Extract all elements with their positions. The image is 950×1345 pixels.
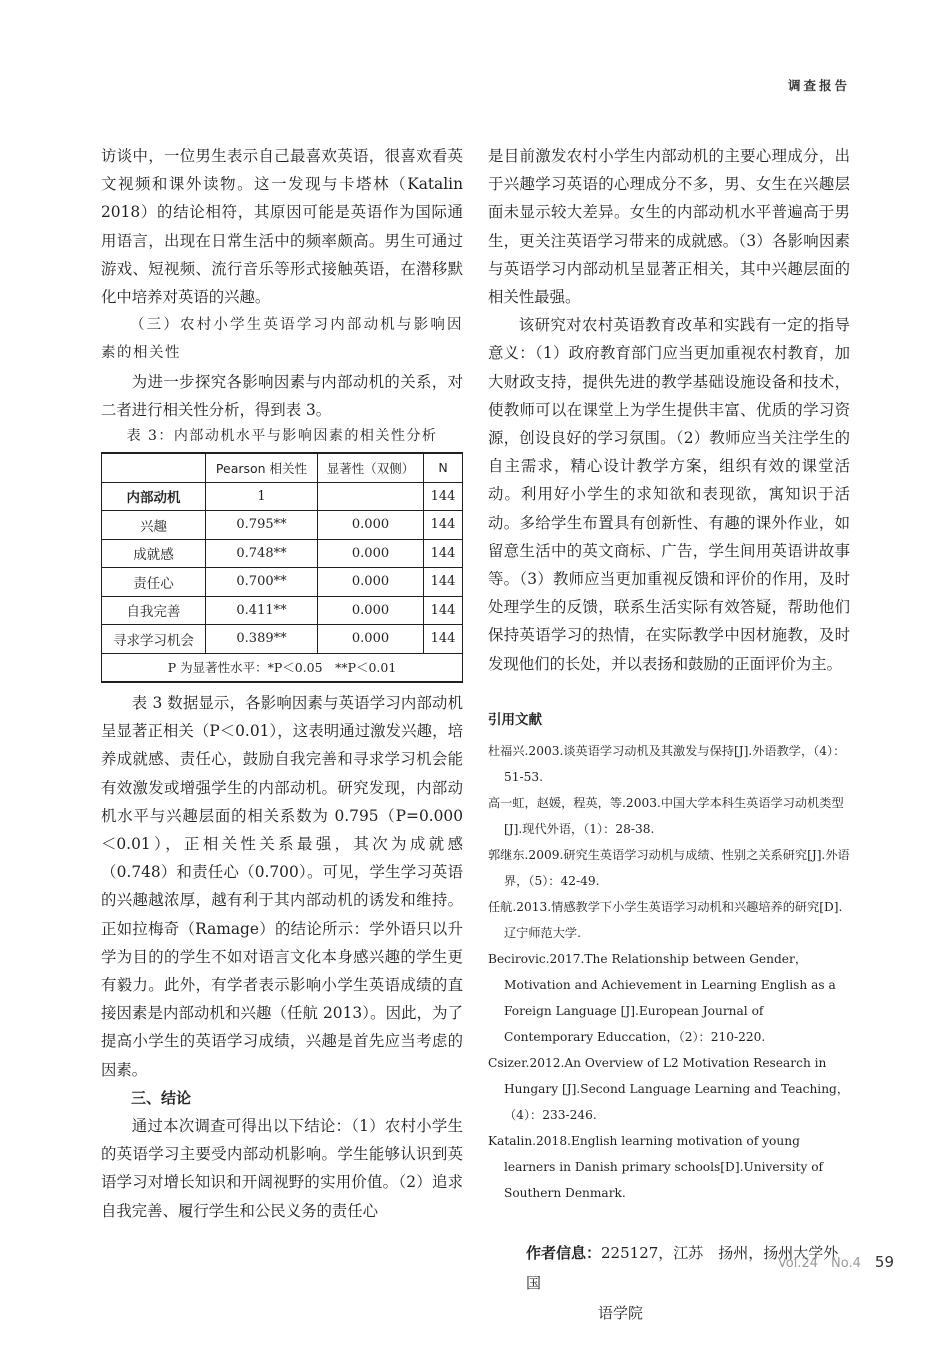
author-info-text: 225127，江苏 扬州，扬州大学外国 [526,1243,839,1292]
subsection-heading: （三）农村小学生英语学习内部动机与影响因素的相关性 [101,317,463,362]
volume-info: Vol.24 No.4 [777,1256,861,1271]
table-cell: 144 [424,568,463,597]
table-cell: 0.748** [206,539,318,568]
references-list [488,738,850,1206]
table-cell: 0.000 [318,568,424,597]
table-cell: 0.000 [318,511,424,540]
table-header: 显著性（双侧） [318,453,424,482]
paragraph: 表 3 数据显示，各影响因素与英语学习内部动机呈显著正相关（P＜0.01），这表明通过激发兴趣，培养成就感、责任心，鼓励自我完善和寻求学习机会能有效激发或增强学生的内部动机。研究发现，内部动机水平与兴趣层面的相关系数为 0.795（P=0.000＜0.01），正相关性关系最强，其次为成就感（0.748）和责任心（0.700）。可见，学生学习英语的兴趣越浓厚，越有利于其内部动机的诱发和维持。正如拉梅奇（Ramage）的结论所示：学外语只以升学为目的的学生不如对语言文化本身感兴趣的学生更有毅力。此外，有学者表示影响小学生英语成绩的直接因素是内部动机和兴趣（任航 2013）。因此，为了提高小学生的英语学习成绩，兴趣是首先应当考虑的因素。 [101,694,463,1079]
table-cell: 144 [424,596,463,625]
table-cell: 兴趣 [102,511,206,540]
table-row [102,568,463,597]
table-header [102,453,206,482]
table-note-row [102,653,463,682]
table-cell: 0.000 [318,625,424,654]
reference-item: 高一虹，赵媛，程英，等.2003.中国大学本科生英语学习动机类型[J].现代外语，（1）：28-38. [488,795,844,836]
table-row [102,596,463,625]
table-cell: 144 [424,625,463,654]
reference-item: Becirovic.2017.The Relationship between Gender，Motivation and Achievement in Learning English as a Foreign Language [J].European Journal of Contemporary Educcation，（2）：210-220. [488,951,836,1044]
running-head: 调查报告 [787,78,850,93]
page-footer [778,1252,894,1271]
reference-item: 郭继东.2009.研究生英语学习动机与成绩、性别之关系研究[J].外语界，（5）：42-49. [488,847,850,888]
table-note: P 为显著性水平：*P＜0.05 **P＜0.01 [102,653,463,682]
author-info-label: 作者信息： [526,1243,602,1262]
page-number: 59 [874,1253,894,1271]
table-cell: 0.389** [206,625,318,654]
table-row [102,625,463,654]
table-cell: 0.411** [206,596,318,625]
right-column [488,142,850,1328]
table-cell: 寻求学习机会 [102,625,206,654]
reference-item: Csizer.2012.An Overview of L2 Motivation Research in Hungary [J].Second Language Learning and Teaching，（4）：233-246. [488,1055,850,1122]
table-row [102,511,463,540]
table-cell [318,482,424,511]
table-caption: 表 3：内部动机水平与影响因素的相关性分析 [126,428,438,445]
table-cell: 0.000 [318,539,424,568]
table-cell: 责任心 [102,568,206,597]
table-cell: 内部动机 [102,482,206,511]
table-cell: 1 [206,482,318,511]
left-column [101,142,463,1225]
reference-item: 杜福兴.2003.谈英语学习动机及其激发与保持[J].外语教学，（4）：51-53. [488,743,846,784]
paragraph: 通过本次调查可得出以下结论：（1）农村小学生的英语学习主要受内部动机影响。学生能够认识到英语学习对增长知识和开阔视野的实用价值。（2）追求自我完善、履行学生和公民义务的责任心 [101,1117,463,1220]
table-cell: 成就感 [102,539,206,568]
paragraph: 该研究对农村英语教育改革和实践有一定的指导意义：（1）政府教育部门应当更加重视农村教育，加大财政支持，提供先进的教学基础设施设备和技术，使教师可以在课堂上为学生提供丰富、优质的学习资源，创设良好的学习氛围。（2）教师应当关注学生的自主需求，精心设计教学方案，组织有效的课堂活动。利用好小学生的求知欲和表现欲，寓知识于活动。多给学生布置具有创新性、有趣的课外作业，如留意生活中的英文商标、广告，学生间用英语讲故事等。（3）教师应当更加重视反馈和评价的作用，及时处理学生的反馈，联系生活实际有效答疑，帮助他们保持英语学习的热情，在实际教学中因材施教，及时发现他们的长处，并以表扬和鼓励的正面评价为主。 [488,316,850,673]
table-cell: 144 [424,482,463,511]
table-cell: 0.000 [318,596,424,625]
paragraph: 是目前激发农村小学生内部动机的主要心理成分，出于兴趣学习英语的心理成分不多，男、女生在兴趣层面未显示较大差异。女生的内部动机水平普遍高于男生，更关注英语学习带来的成就感。（3）各影响因素与英语学习内部动机呈显著正相关，其中兴趣层面的相关性最强。 [488,147,850,307]
table-row [102,482,463,511]
paragraph: 为进一步探究各影响因素与内部动机的关系，对二者进行相关性分析，得到表 3。 [101,372,463,419]
table-header: N [424,453,463,482]
references-heading: 引用文献 [488,711,542,728]
section-heading: 三、结论 [131,1088,192,1107]
table-header-row [102,453,463,482]
correlation-table [101,452,463,683]
paragraph: 访谈中，一位男生表示自己最喜欢英语，很喜欢看英文视频和课外读物。这一发现与卡塔林（Katalin 2018）的结论相符，其原因可能是英语作为国际通用语言，出现在日常生活中的频率颇高。男生可通过游戏、短视频、流行音乐等形式接触英语，在潜移默化中培养对英语的兴趣。 [101,147,463,307]
table-cell: 0.700** [206,568,318,597]
table-cell: 自我完善 [102,596,206,625]
table-cell: 144 [424,511,463,540]
table-cell: 0.795** [206,511,318,540]
table-cell: 144 [424,539,463,568]
author-info-text: 语学院 [598,1303,644,1322]
table-row [102,539,463,568]
reference-item: 任航.2013.情感教学下小学生英语学习动机和兴趣培养的研究[D].辽宁师范大学. [488,899,843,940]
table-header: Pearson 相关性 [206,453,318,482]
reference-item: Katalin.2018.English learning motivation of young learners in Danish primary schools[D].University of Southern Denmark. [488,1133,824,1200]
